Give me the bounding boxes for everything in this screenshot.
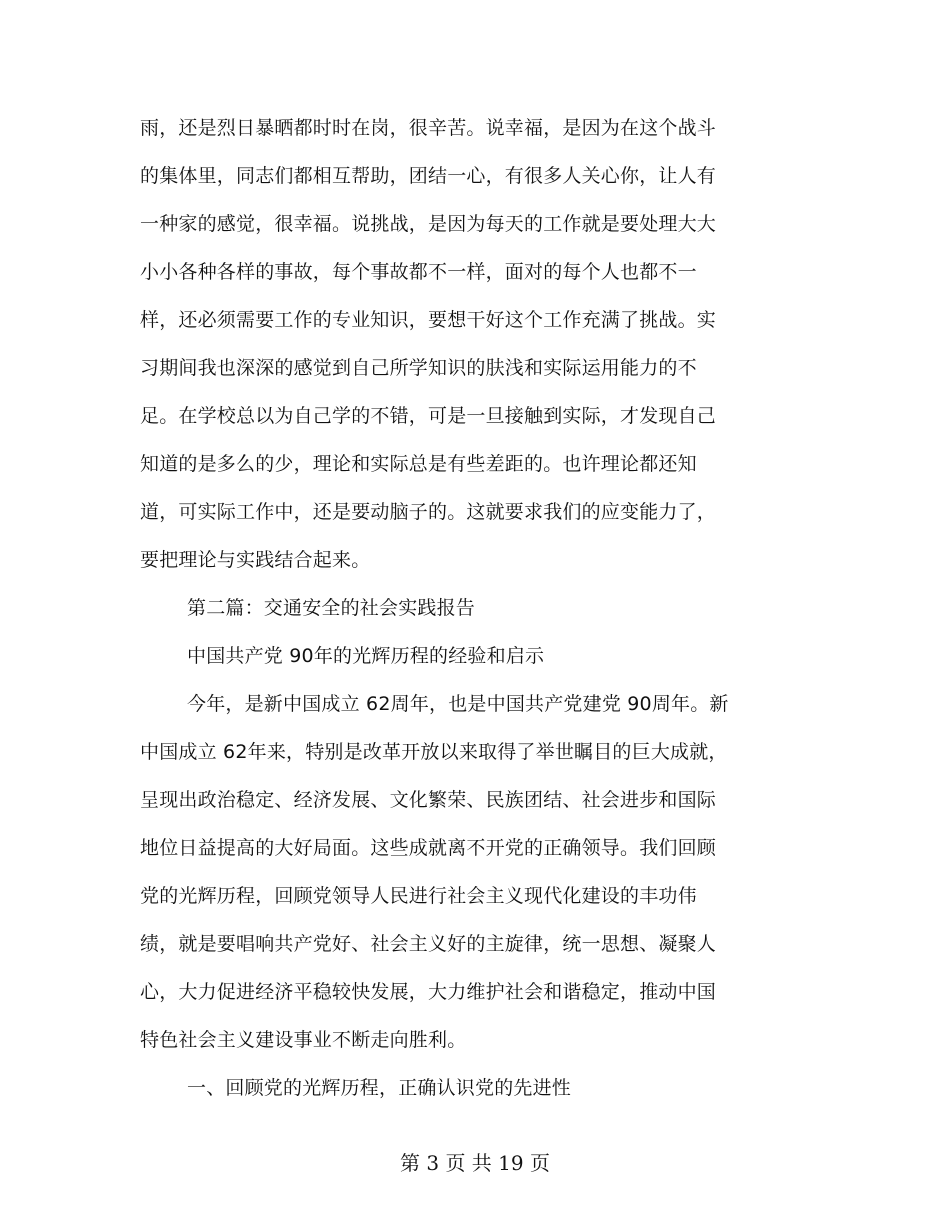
text-line: 雨，还是烈日暴晒都时时在岗，很辛苦。说幸福，是因为在这个战斗 [140, 117, 717, 139]
text-line: 小小各种各样的事故，每个事故都不一样，面对的每个人也都不一 [140, 261, 697, 283]
text-line: 特色社会主义建设事业不断走向胜利。 [140, 1029, 467, 1051]
section-title: 第二篇：交通安全的社会实践报告 [187, 597, 476, 619]
text-line: 足。在学校总以为自己学的不错，可是一旦接触到实际，才发现自己 [140, 405, 717, 427]
text-line: 心，大力促进经济平稳较快发展，大力维护社会和谐稳定，推动中国 [140, 981, 717, 1003]
text-line: 中国成立 62年来，特别是改革开放以来取得了举世瞩目的巨大成就， [140, 741, 728, 763]
text-line: 道，可实际工作中，还是要动脑子的。这就要求我们的应变能力了， [140, 501, 717, 523]
text-line: 样，还必须需要工作的专业知识，要想干好这个工作充满了挑战。实 [140, 309, 717, 331]
text-line: 地位日益提高的大好局面。这些成就离不开党的正确领导。我们回顾 [140, 837, 717, 859]
article-title: 中国共产党 90年的光辉历程的经验和启示 [187, 645, 545, 667]
text-line: 党的光辉历程，回顾党领导人民进行社会主义现代化建设的丰功伟 [140, 885, 697, 907]
text-line: 呈现出政治稳定、经济发展、文化繁荣、民族团结、社会进步和国际 [140, 789, 717, 811]
text-line: 今年，是新中国成立 62周年，也是中国共产党建党 90周年。新 [187, 693, 729, 715]
text-line: 习期间我也深深的感觉到自己所学知识的肤浅和实际运用能力的不 [140, 357, 697, 379]
text-line: 的集体里，同志们都相互帮助，团结一心，有很多人关心你，让人有 [140, 165, 717, 187]
page-number: 第 3 页 共 19 页 [400, 1151, 550, 1175]
page-footer [0, 1150, 950, 1176]
text-line: 一种家的感觉，很幸福。说挑战，是因为每天的工作就是要处理大大 [140, 213, 717, 235]
text-line: 绩，就是要唱响共产党好、社会主义好的主旋律，统一思想、凝聚人 [140, 933, 717, 955]
text-line: 知道的是多么的少，理论和实际总是有些差距的。也许理论都还知 [140, 453, 697, 475]
subheading: 一、回顾党的光辉历程，正确认识党的先进性 [187, 1077, 572, 1099]
text-line: 要把理论与实践结合起来。 [140, 549, 371, 571]
